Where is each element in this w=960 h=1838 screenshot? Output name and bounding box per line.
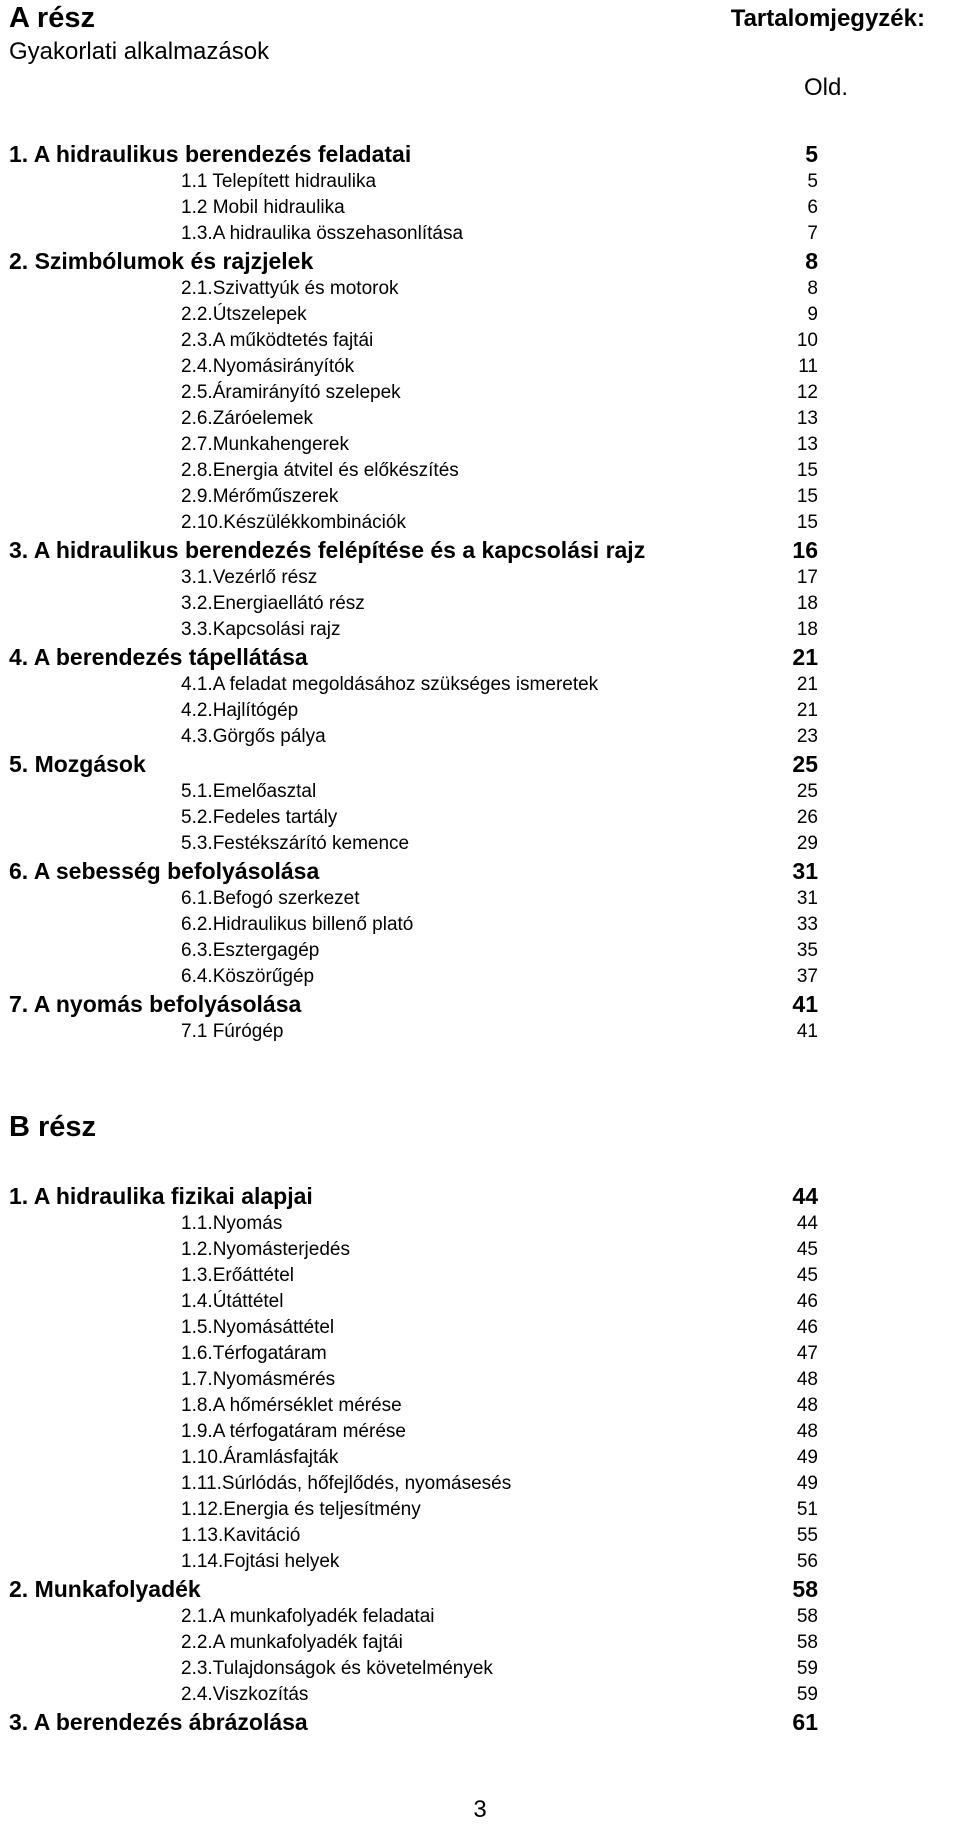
toc-entry-label: 3. A hidraulikus berendezés felépítése és a kapcsolási rajz (9, 537, 646, 563)
toc-section-entry (0, 1341, 960, 1367)
toc-entry-page: 31 (792, 858, 818, 884)
part-b-title: B rész (9, 1111, 97, 1143)
toc-entry-label: 6.3.Esztergagép (181, 940, 320, 961)
toc-entry-label: 1.7.Nyomásmérés (181, 1369, 336, 1390)
toc-entry-page: 44 (792, 1183, 818, 1209)
toc-section-entry (0, 698, 960, 724)
toc-entry-page: 58 (796, 1632, 818, 1653)
toc-entry-label: 1.13.Kavitáció (181, 1525, 301, 1546)
part-a-subtitle: Gyakorlati alkalmazások (9, 38, 270, 65)
toc-entry-label: 1.1 Telepített hidraulika (181, 171, 377, 192)
toc-section-entry (0, 1549, 960, 1575)
toc-entry-label: 2.3.A működtetés fajtái (181, 330, 374, 351)
toc-entry-page: 6 (807, 197, 818, 218)
part-a-title: A rész (9, 2, 95, 34)
toc-section-entry (0, 276, 960, 302)
toc-entry-label: 2.2.Útszelepek (181, 304, 307, 325)
toc-entry-page: 47 (796, 1343, 818, 1364)
toc-entry-page: 21 (792, 644, 818, 670)
toc-entry-label: 1.12.Energia és teljesítmény (181, 1499, 421, 1520)
toc-entry-label: 1.6.Térfogatáram (181, 1343, 327, 1364)
toc-section-entry (0, 912, 960, 938)
toc-chapter-entry (0, 1575, 960, 1604)
toc-entry-label: 1. A hidraulika fizikai alapjai (9, 1183, 313, 1209)
toc-section-entry (0, 1263, 960, 1289)
toc-entry-page: 35 (796, 940, 818, 961)
toc-entry-page: 7 (807, 223, 818, 244)
toc-entry-page: 59 (796, 1658, 818, 1679)
toc-chapter-entry (0, 990, 960, 1019)
toc-entry-page: 13 (796, 434, 818, 455)
toc-entry-label: 3.2.Energiaellátó rész (181, 593, 365, 614)
toc-entry-page: 55 (796, 1525, 818, 1546)
toc-chapter-entry (0, 643, 960, 672)
toc-entry-label: 1. A hidraulikus berendezés feladatai (9, 141, 412, 167)
toc-section-entry (0, 1019, 960, 1045)
toc-section-entry (0, 328, 960, 354)
toc-entry-page: 25 (792, 751, 818, 777)
toc-entry-label: 2.6.Záróelemek (181, 408, 314, 429)
toc-entry-label: 2.4.Nyomásirányítók (181, 356, 355, 377)
toc-section-entry (0, 354, 960, 380)
toc-section-entry (0, 1367, 960, 1393)
toc-section-entry (0, 1419, 960, 1445)
toc-entry-label: 5.1.Emelőasztal (181, 781, 317, 802)
toc-section-entry (0, 805, 960, 831)
toc-entry-label: 1.8.A hőmérséklet mérése (181, 1395, 402, 1416)
toc-entry-page: 48 (796, 1395, 818, 1416)
toc-entry-page: 11 (798, 356, 818, 377)
toc-section-entry (0, 380, 960, 406)
toc-entry-label: 2. Szimbólumok és rajzjelek (9, 248, 314, 274)
toc-section-entry (0, 1604, 960, 1630)
toc-entry-label: 4.3.Görgős pálya (181, 726, 326, 747)
toc-entry-page: 33 (796, 914, 818, 935)
part-b-toc (0, 1182, 960, 1737)
toc-entry-page: 15 (796, 512, 818, 533)
toc-section-entry (0, 510, 960, 536)
toc-section-entry (0, 221, 960, 247)
toc-section-entry (0, 964, 960, 990)
toc-section-entry (0, 169, 960, 195)
toc-entry-page: 41 (796, 1021, 818, 1042)
toc-entry-page: 21 (796, 674, 818, 695)
toc-entry-label: 2. Munkafolyadék (9, 1576, 201, 1602)
toc-entry-page: 12 (796, 382, 818, 403)
toc-entry-page: 9 (807, 304, 818, 325)
toc-chapter-entry (0, 247, 960, 276)
toc-entry-label: 2.4.Viszkozítás (181, 1684, 309, 1705)
toc-section-entry (0, 831, 960, 857)
toc-entry-page: 31 (796, 888, 818, 909)
toc-entry-label: 3.3.Kapcsolási rajz (181, 619, 341, 640)
toc-entry-label: 2.8.Energia átvitel és előkészítés (181, 460, 459, 481)
toc-entry-page: 56 (796, 1551, 818, 1572)
toc-section-entry (0, 1656, 960, 1682)
toc-entry-page: 8 (807, 278, 818, 299)
page-column-label: Old. (804, 74, 849, 101)
toc-entry-page: 16 (792, 537, 818, 563)
toc-entry-page: 44 (796, 1213, 818, 1234)
toc-entry-label: 2.1.A munkafolyadék feladatai (181, 1606, 435, 1627)
toc-chapter-entry (0, 1708, 960, 1737)
toc-entry-label: 3. A berendezés ábrázolása (9, 1709, 308, 1735)
toc-chapter-entry (0, 140, 960, 169)
toc-chapter-entry (0, 857, 960, 886)
toc-entry-page: 41 (792, 991, 818, 1017)
toc-section-entry (0, 617, 960, 643)
toc-entry-label: 1.2.Nyomásterjedés (181, 1239, 350, 1260)
toc-entry-page: 45 (796, 1239, 818, 1260)
toc-entry-page: 49 (796, 1473, 818, 1494)
toc-section-entry (0, 779, 960, 805)
toc-entry-page: 51 (796, 1499, 818, 1520)
toc-entry-page: 58 (796, 1606, 818, 1627)
toc-entry-label: 4. A berendezés tápellátása (9, 644, 308, 670)
toc-section-entry (0, 432, 960, 458)
toc-entry-label: 6.4.Köszörűgép (181, 966, 315, 987)
toc-entry-label: 7. A nyomás befolyásolása (9, 991, 302, 1017)
toc-entry-label: 4.1.A feladat megoldásához szükséges ismeretek (181, 674, 599, 695)
toc-section-entry (0, 1315, 960, 1341)
toc-entry-page: 23 (796, 726, 818, 747)
toc-entry-page: 15 (796, 486, 818, 507)
toc-section-entry (0, 302, 960, 328)
toc-section-entry (0, 1211, 960, 1237)
toc-entry-page: 48 (796, 1421, 818, 1442)
toc-entry-label: 1.9.A térfogatáram mérése (181, 1421, 406, 1442)
toc-entry-page: 5 (805, 141, 818, 167)
toc-section-entry (0, 1682, 960, 1708)
toc-entry-page: 18 (796, 593, 818, 614)
toc-section-entry (0, 1237, 960, 1263)
part-a-toc (0, 140, 960, 1045)
toc-entry-page: 61 (792, 1709, 818, 1735)
toc-entry-label: 6.1.Befogó szerkezet (181, 888, 360, 909)
toc-entry-label: 5.2.Fedeles tartály (181, 807, 338, 828)
toc-entry-label: 5. Mozgások (9, 751, 146, 777)
toc-section-entry (0, 886, 960, 912)
toc-section-entry (0, 1497, 960, 1523)
toc-entry-label: 6. A sebesség befolyásolása (9, 858, 320, 884)
toc-section-entry (0, 1471, 960, 1497)
toc-entry-page: 48 (796, 1369, 818, 1390)
toc-entry-page: 13 (796, 408, 818, 429)
toc-section-entry (0, 938, 960, 964)
toc-entry-label: 1.3.A hidraulika összehasonlítása (181, 223, 464, 244)
toc-section-entry (0, 195, 960, 221)
toc-entry-page: 49 (796, 1447, 818, 1468)
toc-section-entry (0, 484, 960, 510)
toc-section-entry (0, 1445, 960, 1471)
toc-section-entry (0, 672, 960, 698)
toc-entry-label: 1.3.Erőáttétel (181, 1265, 295, 1286)
toc-section-entry (0, 565, 960, 591)
toc-entry-page: 29 (796, 833, 818, 854)
toc-entry-page: 18 (796, 619, 818, 640)
toc-entry-label: 5.3.Festékszárító kemence (181, 833, 410, 854)
toc-section-entry (0, 1630, 960, 1656)
toc-entry-page: 58 (792, 1576, 818, 1602)
toc-entry-page: 59 (796, 1684, 818, 1705)
toc-entry-label: 2.10.Készülékkombinációk (181, 512, 406, 533)
toc-entry-label: 2.5.Áramirányító szelepek (181, 382, 401, 403)
toc-section-entry (0, 406, 960, 432)
toc-entry-page: 17 (796, 567, 818, 588)
toc-entry-label: 6.2.Hidraulikus billenő plató (181, 914, 414, 935)
toc-section-entry (0, 591, 960, 617)
toc-entry-label: 1.4.Útáttétel (181, 1291, 284, 1312)
toc-entry-page: 8 (805, 248, 818, 274)
toc-chapter-entry (0, 1182, 960, 1211)
toc-entry-label: 1.2 Mobil hidraulika (181, 197, 345, 218)
page-number: 3 (473, 1796, 487, 1823)
toc-entry-page: 45 (796, 1265, 818, 1286)
toc-entry-label: 4.2.Hajlítógép (181, 700, 299, 721)
toc-entry-label: 2.2.A munkafolyadék fajtái (181, 1632, 403, 1653)
toc-entry-label: 1.1.Nyomás (181, 1213, 283, 1234)
toc-section-entry (0, 1393, 960, 1419)
toc-section-entry (0, 1289, 960, 1315)
toc-title: Tartalomjegyzék: (730, 5, 925, 32)
toc-entry-page: 26 (796, 807, 818, 828)
toc-entry-page: 21 (796, 700, 818, 721)
toc-entry-label: 1.14.Fojtási helyek (181, 1551, 340, 1572)
toc-entry-label: 3.1.Vezérlő rész (181, 567, 318, 588)
toc-entry-label: 2.9.Mérőműszerek (181, 486, 339, 507)
toc-chapter-entry (0, 750, 960, 779)
toc-section-entry (0, 724, 960, 750)
toc-entry-label: 2.3.Tulajdonságok és követelmények (181, 1658, 493, 1679)
toc-entry-page: 5 (807, 171, 818, 192)
toc-chapter-entry (0, 536, 960, 565)
toc-entry-page: 46 (796, 1291, 818, 1312)
toc-entry-label: 2.7.Munkahengerek (181, 434, 349, 455)
toc-entry-page: 15 (796, 460, 818, 481)
toc-section-entry (0, 458, 960, 484)
toc-entry-label: 1.11.Súrlódás, hőfejlődés, nyomásesés (181, 1473, 512, 1494)
toc-entry-page: 46 (796, 1317, 818, 1338)
toc-entry-label: 1.5.Nyomásáttétel (181, 1317, 335, 1338)
toc-entry-page: 10 (796, 330, 818, 351)
toc-entry-label: 7.1 Fúrógép (181, 1021, 284, 1042)
toc-entry-page: 37 (796, 966, 818, 987)
toc-section-entry (0, 1523, 960, 1549)
toc-entry-label: 1.10.Áramlásfajták (181, 1447, 339, 1468)
toc-entry-label: 2.1.Szivattyúk és motorok (181, 278, 399, 299)
toc-entry-page: 25 (796, 781, 818, 802)
